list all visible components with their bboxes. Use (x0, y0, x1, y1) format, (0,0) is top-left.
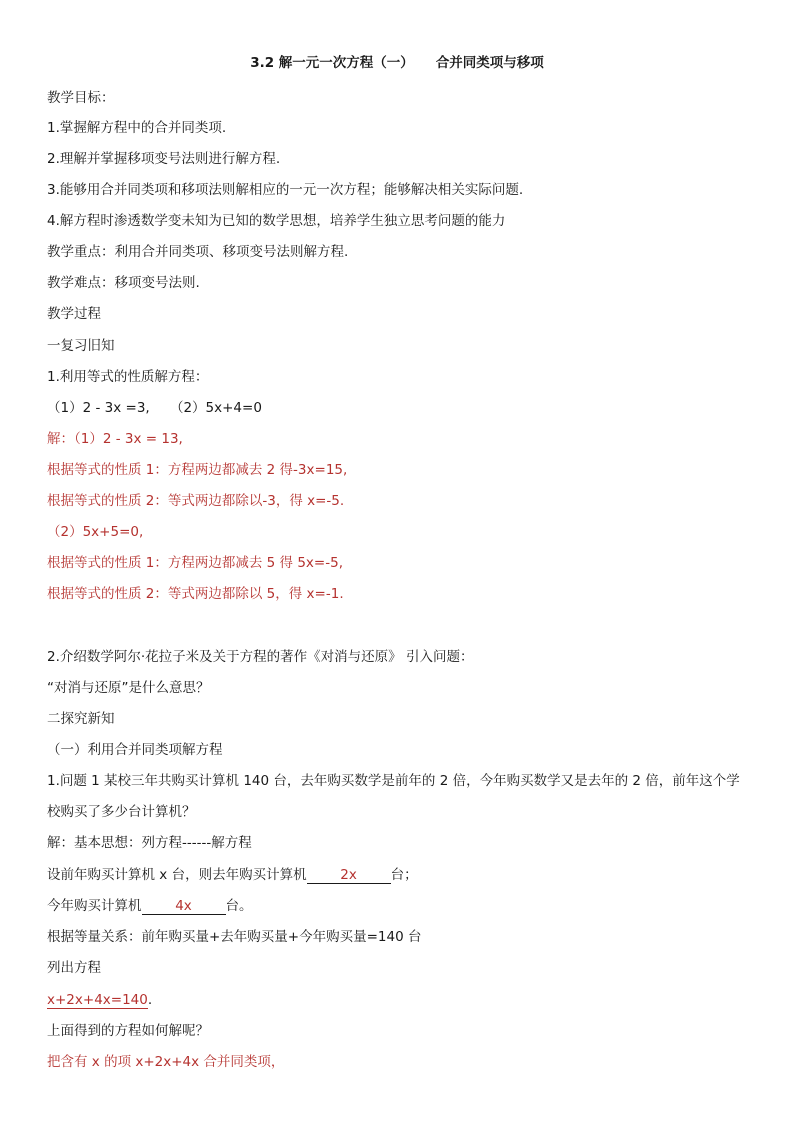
question-2: 2.介绍数学阿尔·花拉子米及关于方程的著作《对消与还原》 引入问题： (47, 649, 474, 665)
title-sub: 合并同类项与移项 (435, 55, 544, 71)
section-heading: 一复习旧知 (47, 338, 115, 354)
setup-prefix: 设前年购买计算机 x 台，则去年购买计算机 (47, 867, 307, 883)
equation-line (47, 990, 152, 1010)
document-title (0, 53, 794, 73)
question-2-quote: “对消与还原”是什么意思？ (47, 680, 210, 696)
section-heading: 二探究新知 (47, 711, 115, 727)
objective-item: 4.解方程时渗透数学变未知为已知的数学思想，培养学生独立思考问题的能力 (47, 213, 506, 229)
this-year-prefix: 今年购买计算机 (47, 898, 142, 914)
answer-blank: 4x (142, 898, 226, 915)
process-heading: 教学过程 (47, 306, 101, 322)
equation: x+2x+4x=140 (47, 992, 148, 1008)
subsection-heading: （一）利用合并同类项解方程 (47, 742, 223, 758)
this-year-line (47, 896, 253, 916)
question-1: 1.利用等式的性质解方程： (47, 369, 209, 385)
how-solve-question: 上面得到的方程如何解呢？ (47, 1023, 209, 1039)
solution-line: 解：（1）2 - 3x = 13, (47, 431, 183, 447)
combine-line: 把含有 x 的项 x+2x+4x 合并同类项， (47, 1054, 285, 1070)
question-1-problems: （1）2 - 3x =3, （2）5x+4=0 (47, 400, 262, 416)
solution-line: 根据等式的性质 1：方程两边都减去 2 得-3x=15, (47, 462, 348, 478)
equation-period: . (147, 992, 153, 1008)
key-point: 教学重点：利用合并同类项、移项变号法则解方程. (47, 244, 349, 260)
solution-line: 根据等式的性质 1：方程两边都减去 5 得 5x=-5, (47, 555, 343, 571)
objective-item: 2.理解并掌握移项变号法则进行解方程. (47, 151, 281, 167)
answer-blank: 2x (307, 867, 391, 884)
setup-line (47, 865, 418, 885)
relation-line: 根据等量关系：前年购买量+去年购买量+今年购买量=140 台 (47, 929, 422, 945)
title-main: 3.2 解一元一次方程（一） (250, 55, 414, 71)
this-year-suffix: 台。 (225, 898, 253, 914)
list-equation-label: 列出方程 (47, 960, 101, 976)
objective-item: 1.掌握解方程中的合并同类项. (47, 120, 227, 136)
difficulty: 教学难点：移项变号法则. (47, 275, 200, 291)
objective-item: 3.能够用合并同类项和移项法则解相应的一元一次方程；能够解决相关实际问题. (47, 182, 524, 198)
solution-line: （2）5x+5=0, (47, 524, 144, 540)
setup-suffix: 台； (390, 867, 418, 883)
solution-line: 根据等式的性质 2：等式两边都除以-3，得 x=-5. (47, 493, 345, 509)
solution-idea: 解：基本思想：列方程------解方程 (47, 835, 252, 851)
problem-text: 1.问题 1 某校三年共购买计算机 140 台，去年购买数学是前年的 2 倍，今年购买数学又是去年的 2 倍，前年这个学 (47, 773, 740, 789)
problem-text: 校购买了多少台计算机？ (47, 804, 196, 820)
solution-line: 根据等式的性质 2：等式两边都除以 5，得 x=-1. (47, 586, 344, 602)
objectives-heading: 教学目标： (47, 90, 115, 106)
